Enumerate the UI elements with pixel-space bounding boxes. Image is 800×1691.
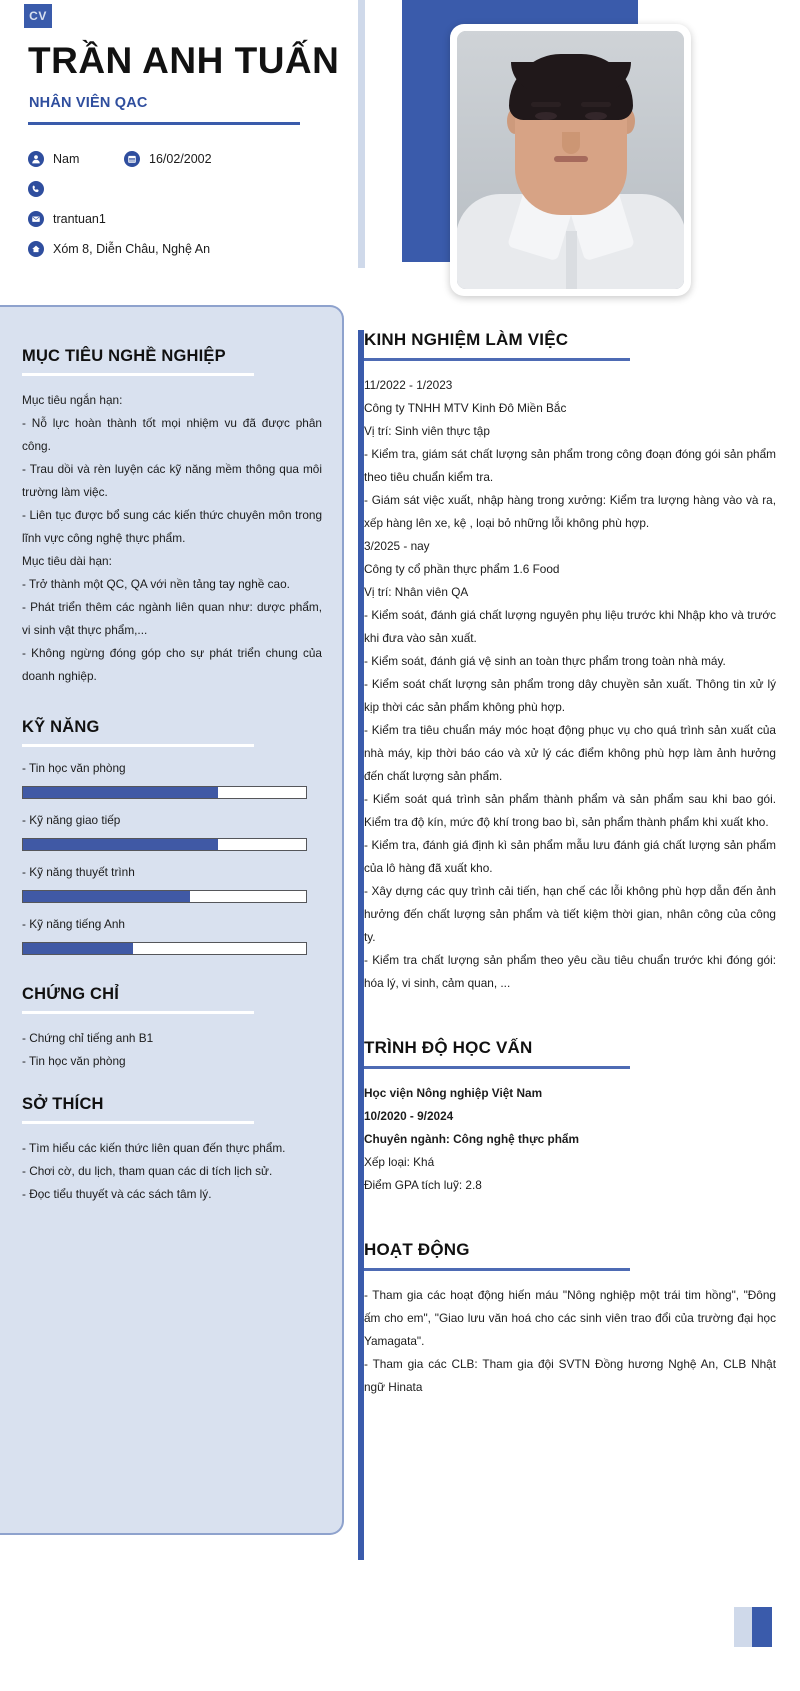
- objective-line: - Phát triển thêm các ngành liên quan như: dược phẩm, vi sinh vật thực phẩm,...: [22, 600, 322, 637]
- education-school: Học viện Nông nghiệp Việt Nam: [364, 1086, 543, 1100]
- section-certificates: [22, 985, 322, 1073]
- section-divider: [22, 744, 254, 747]
- section-title-skills: KỸ NĂNG: [22, 718, 100, 736]
- experience-duty: - Kiểm soát, đánh giá chất lượng nguyên phụ liệu trước khi Nhập kho và trước khi đưa vào sản xuất.: [364, 608, 776, 645]
- section-divider: [22, 1121, 254, 1124]
- skill-label: - Tin học văn phòng: [22, 761, 126, 775]
- objective-line: - Trau dồi và rèn luyện các kỹ năng mềm thông qua môi trường làm việc.: [22, 462, 322, 499]
- activity-item: - Tham gia các hoạt động hiến máu "Nông nghiệp một trái tim hồng", "Đông ấm cho em", "Giao lưu văn hoá cho các sinh viên trao đổi của trường đại học Yamagata".: [364, 1288, 776, 1348]
- education-period: 10/2020 - 9/2024: [364, 1109, 454, 1123]
- page-title: TRẦN ANH TUẤN: [28, 40, 340, 81]
- section-objective: [22, 347, 322, 688]
- person-icon: [28, 151, 44, 167]
- experience-duty: - Kiểm tra, đánh giá định kì sản phẩm mẫu lưu đánh giá chất lượng sản phẩm của lô hàng đã xuất kho.: [364, 838, 776, 875]
- experience-duty: - Xây dựng các quy trình cải tiến, hạn chế các lỗi không phù hợp dẫn đến ảnh hưởng đến chất lượng sản phẩm và tiết kiệm thời gian, nhân công của công ty.: [364, 884, 776, 944]
- education-gpa: Điểm GPA tích luỹ: 2.8: [364, 1178, 482, 1192]
- contact-address-value: Xóm 8, Diễn Châu, Nghệ An: [53, 242, 211, 256]
- calendar-icon: [124, 151, 140, 167]
- experience-duty: - Kiểm soát, đánh giá vệ sinh an toàn thực phẩm trong toàn nhà máy.: [364, 654, 726, 668]
- contact-email-value: trantuan1: [53, 212, 106, 226]
- footer-deco-light: [734, 1607, 752, 1647]
- section-title-objective: MỤC TIÊU NGHỀ NGHIỆP: [22, 347, 226, 365]
- experience-duty: - Kiểm tra tiêu chuẩn máy móc hoạt động phục vụ cho quá trình sản xuất của nhà máy, kịp thời báo cáo và xử lý các điểm không phù hợp làm ảnh hưởng đến chất lượng sản phẩm.: [364, 723, 776, 783]
- certificate-item: - Chứng chỉ tiếng anh B1: [22, 1031, 154, 1045]
- contact-birthday: [124, 151, 220, 167]
- section-activities: [364, 1240, 776, 1399]
- experience-entry: [364, 535, 776, 995]
- activity-item: - Tham gia các CLB: Tham gia đội SVTN Đồng hương Nghệ An, CLB Nhật ngữ Hinata: [364, 1357, 776, 1394]
- section-divider: [22, 373, 254, 376]
- job-title: NHÂN VIÊN QAC: [29, 95, 148, 111]
- objective-line: - Không ngừng đóng góp cho sự phát triển chung của doanh nghiệp.: [22, 646, 322, 683]
- objective-line: - Nỗ lực hoàn thành tốt mọi nhiệm vu đã được phân công.: [22, 416, 322, 453]
- footer-decoration: [734, 1607, 772, 1647]
- contact-row-email: [28, 206, 348, 232]
- skill-item: [22, 865, 322, 903]
- experience-period: 3/2025 - nay: [364, 539, 430, 553]
- contact-row-personal: [28, 146, 348, 172]
- contact-gender: [28, 151, 124, 167]
- experience-company: Công ty cổ phần thực phẩm 1.6 Food: [364, 562, 560, 576]
- contact-phone: [28, 181, 124, 197]
- experience-duty: - Kiểm soát quá trình sản phẩm thành phẩm và sản phẩm sau khi bao gói. Kiểm tra độ kín, mức độ khí trong bao bì, sản phẩm thành phẩm khi xuất kho.: [364, 792, 776, 829]
- hobby-item: - Đọc tiểu thuyết và các sách tâm lý.: [22, 1187, 212, 1201]
- contact-gender-value: Nam: [53, 152, 80, 166]
- certificate-item: - Tin học văn phòng: [22, 1054, 126, 1068]
- section-title-activities: HOẠT ĐỘNG: [364, 1240, 470, 1259]
- objective-line: - Liên tục được bổ sung các kiến thức chuyên môn trong lĩnh vực công nghệ thực phẩm.: [22, 508, 322, 545]
- cv-header: [0, 0, 800, 300]
- experience-position: Vị trí: Nhân viên QA: [364, 585, 469, 599]
- experience-duty: - Kiểm tra chất lượng sản phẩm theo yêu cầu tiêu chuẩn trước khi đóng gói: hóa lý, vi sinh, cảm quan, ...: [364, 953, 776, 990]
- phone-icon: [28, 181, 44, 197]
- header-accent-bar: [358, 0, 365, 268]
- experience-duty: - Kiểm soát chất lượng sản phẩm trong dây chuyền sản xuất. Thông tin xử lý kịp thời các sản phẩm không phù hợp.: [364, 677, 776, 714]
- sidebar: [0, 305, 344, 1535]
- main-column: [364, 330, 776, 1399]
- contact-row-phone: [28, 176, 348, 202]
- section-hobbies: [22, 1095, 322, 1206]
- photo-frame: [450, 24, 691, 296]
- skill-bar: [22, 890, 307, 903]
- skill-label: - Kỹ năng tiếng Anh: [22, 917, 125, 931]
- section-divider: [22, 1011, 254, 1014]
- skill-item: [22, 917, 322, 955]
- section-title-hobbies: SỞ THÍCH: [22, 1095, 104, 1113]
- section-title-experience: KINH NGHIỆM LÀM VIỆC: [364, 330, 569, 349]
- experience-duty: - Giám sát việc xuất, nhập hàng trong xưởng: Kiểm tra lượng hàng vào và ra, xếp hàng lên xe, kệ , loại bỏ những lỗi không phù hợp.: [364, 493, 776, 530]
- objective-line: - Trở thành một QC, QA với nền tảng tay nghề cao.: [22, 577, 290, 591]
- skill-bar: [22, 838, 307, 851]
- skill-bar: [22, 786, 307, 799]
- education-classification: Xếp loại: Khá: [364, 1155, 435, 1169]
- skill-item: [22, 813, 322, 851]
- contact-row-address: [28, 236, 348, 262]
- contact-email: [28, 211, 124, 227]
- section-education: [364, 1038, 776, 1197]
- section-divider: [364, 358, 630, 361]
- contact-address: [28, 241, 210, 257]
- contact-birthday-value: 16/02/2002: [149, 152, 212, 166]
- objective-line: Mục tiêu ngắn hạn:: [22, 393, 123, 407]
- education-major: Chuyên ngành: Công nghệ thực phẩm: [364, 1132, 579, 1146]
- section-divider: [364, 1268, 630, 1271]
- experience-period: 11/2022 - 1/2023: [364, 378, 453, 392]
- header-divider: [28, 122, 300, 125]
- section-divider: [364, 1066, 630, 1069]
- skill-label: - Kỹ năng giao tiếp: [22, 813, 121, 827]
- hobby-item: - Tìm hiểu các kiến thức liên quan đến thực phẩm.: [22, 1141, 286, 1155]
- envelope-icon: [28, 211, 44, 227]
- footer-deco-dark: [752, 1607, 772, 1647]
- section-skills: [22, 718, 322, 955]
- experience-position: Vị trí: Sinh viên thực tập: [364, 424, 490, 438]
- section-experience: [364, 330, 776, 995]
- experience-duty: - Kiểm tra, giám sát chất lượng sản phẩm trong công đoạn đóng gói sản phẩm theo tiêu chuẩn kiểm tra.: [364, 447, 776, 484]
- contact-list: [28, 146, 348, 266]
- experience-company: Công ty TNHH MTV Kinh Đô Miền Bắc: [364, 401, 567, 415]
- section-title-education: TRÌNH ĐỘ HỌC VẤN: [364, 1038, 533, 1057]
- section-title-certificates: CHỨNG CHỈ: [22, 985, 120, 1003]
- skill-label: - Kỹ năng thuyết trình: [22, 865, 135, 879]
- cv-logo: CV: [24, 4, 52, 28]
- hobby-item: - Chơi cờ, du lịch, tham quan các di tích lịch sử.: [22, 1164, 273, 1178]
- avatar: [457, 31, 684, 289]
- skill-item: [22, 761, 322, 799]
- skill-bar: [22, 942, 307, 955]
- home-icon: [28, 241, 44, 257]
- experience-entry: [364, 374, 776, 535]
- objective-line: Mục tiêu dài hạn:: [22, 554, 112, 568]
